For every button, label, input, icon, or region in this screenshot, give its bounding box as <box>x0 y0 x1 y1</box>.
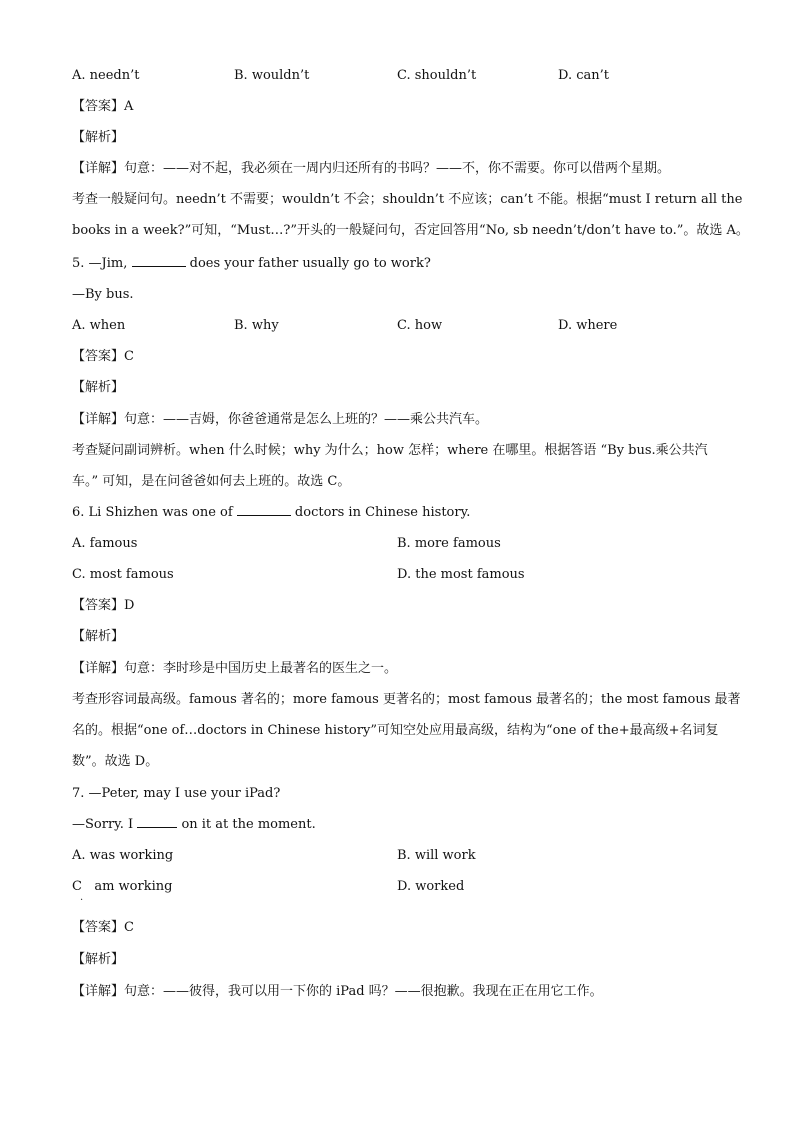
q6-option-a: A. famous <box>72 536 138 551</box>
q6-option-d: D. the most famous <box>397 567 525 582</box>
q6-option-c: C. most famous <box>72 567 174 582</box>
q7-option-a: A. was working <box>72 848 174 863</box>
q6-detail-line-1: 【详解】句意：李时珍是中国历史上最著名的医生之一。 <box>72 661 398 676</box>
q5-option-c: C. how <box>397 318 443 333</box>
q4-option-c: C. shouldn’t <box>397 68 477 83</box>
stray-dot-mark: · <box>80 895 84 906</box>
q5-stem-pre: 5. —Jim, <box>72 256 132 271</box>
q5-reply: —By bus. <box>72 287 134 302</box>
q5-analysis-label: 【解析】 <box>72 380 125 395</box>
q4-analysis-label: 【解析】 <box>72 130 125 145</box>
q6-analysis-label: 【解析】 <box>72 629 125 644</box>
q4-detail-line-1: 【详解】句意：——对不起，我必须在一周内归还所有的书吗？——不，你不需要。你可以借两个星期。 <box>72 161 671 176</box>
q5-option-a: A. when <box>72 318 126 333</box>
q7-reply-post: on it at the moment. <box>177 817 316 832</box>
q7-analysis-label: 【解析】 <box>72 952 125 967</box>
q6-answer: 【答案】D <box>72 598 135 613</box>
q4-answer: 【答案】A <box>72 99 134 114</box>
q4-detail-line-3: books in a week?”可知，“Must…?”开头的一般疑问句，否定回答用“No, sb needn’t/don’t have to.”。故选 A。 <box>72 223 749 238</box>
q7-option-d: D. worked <box>397 879 465 894</box>
q6-detail-line-3: 名的。根据“one of…doctors in Chinese history”可知空处应用最高级，结构为“one of the+最高级+名词复 <box>72 723 719 738</box>
q5-answer: 【答案】C <box>72 349 134 364</box>
q6-blank <box>237 503 291 516</box>
q5-option-d: D. where <box>558 318 618 333</box>
q5-detail-line-3: 车。” 可知，是在问爸爸如何去上班的。故选 C。 <box>72 474 351 489</box>
q4-option-b: B. wouldn’t <box>234 68 310 83</box>
q5-stem-post: does your father usually go to work? <box>185 256 431 271</box>
q6-detail-line-2: 考查形容词最高级。famous 著名的；more famous 更著名的；most famous 最著名的；the most famous 最著 <box>72 692 741 707</box>
q7-stem: 7. —Peter, may I use your iPad? <box>72 786 281 801</box>
q7-blank <box>137 815 177 828</box>
q4-detail-line-2: 考查一般疑问句。needn’t 不需要；wouldn’t 不会；shouldn’t 不应该；can’t 不能。根据“must I return all the <box>72 192 743 207</box>
q5-stem <box>72 254 732 274</box>
q5-blank <box>132 254 186 267</box>
q7-answer: 【答案】C <box>72 920 134 935</box>
q6-stem-pre: 6. Li Shizhen was one of <box>72 505 237 520</box>
q7-reply <box>72 815 732 835</box>
q5-option-b: B. why <box>234 318 279 333</box>
q6-detail-line-4: 数”。故选 D。 <box>72 754 159 769</box>
q4-option-d: D. can’t <box>558 68 609 83</box>
q6-option-b: B. more famous <box>397 536 501 551</box>
q7-option-b: B. will work <box>397 848 476 863</box>
q7-option-c: C am working <box>72 879 173 894</box>
q6-stem <box>72 503 732 523</box>
q4-option-a: A. needn’t <box>72 68 140 83</box>
q7-reply-pre: —Sorry. I <box>72 817 138 832</box>
q5-detail-line-1: 【详解】句意：——吉姆，你爸爸通常是怎么上班的？——乘公共汽车。 <box>72 412 489 427</box>
q6-stem-post: doctors in Chinese history. <box>290 505 471 520</box>
q5-detail-line-2: 考查疑问副词辨析。when 什么时候；why 为什么；how 怎样；where 在哪里。根据答语 “By bus.乘公共汽 <box>72 443 708 458</box>
q7-detail-line-1: 【详解】句意：——彼得，我可以用一下你的 iPad 吗？——很抱歉。我现在正在用它工作。 <box>72 984 603 999</box>
